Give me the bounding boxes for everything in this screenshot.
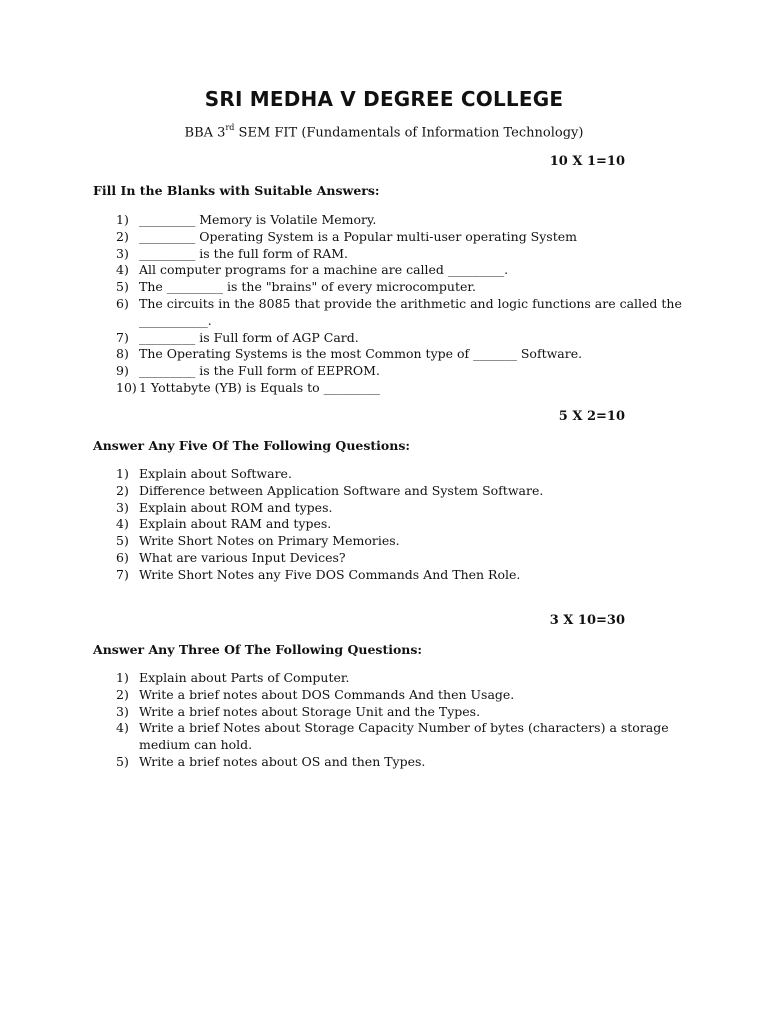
section-3-questions: [93, 670, 683, 771]
question-number: 7): [116, 329, 129, 345]
question-text: _________ is the full form of RAM.: [139, 245, 348, 261]
question-number: 8): [116, 346, 129, 362]
question-item: [93, 754, 683, 771]
question-text: Explain about ROM and types.: [139, 499, 333, 515]
section-1-marks: 10 X 1=10: [549, 154, 625, 169]
question-text: What are various Input Devices?: [139, 549, 346, 565]
question-item: [93, 246, 683, 263]
question-item: [93, 670, 683, 687]
question-item: [93, 516, 683, 533]
question-item: [93, 533, 683, 550]
question-number: 4): [116, 262, 129, 278]
question-number: 4): [116, 516, 129, 532]
section-2-questions: [93, 466, 683, 584]
section-3-heading: Answer Any Three Of The Following Questions:: [93, 642, 423, 657]
question-item: [93, 687, 683, 704]
question-number: 3): [116, 245, 129, 261]
question-text: All computer programs for a machine are called _________.: [139, 262, 509, 278]
question-text: Explain about Software.: [139, 466, 292, 481]
question-item: [93, 550, 683, 567]
question-text: The circuits in the 8085 that provide the arithmetic and logic functions are called the ___________.: [139, 295, 682, 328]
question-item: [93, 330, 683, 347]
question-number: 1): [116, 212, 129, 227]
question-number: 2): [116, 228, 129, 244]
question-number: 3): [116, 703, 129, 719]
question-text: The Operating Systems is the most Common type of _______ Software.: [139, 346, 583, 362]
question-number: 6): [116, 295, 129, 311]
question-text: Write Short Notes on Primary Memories.: [139, 533, 400, 549]
question-item: [93, 212, 683, 229]
question-item: [93, 466, 683, 483]
question-number: 9): [116, 363, 129, 379]
question-item: [93, 296, 683, 330]
question-text: Explain about RAM and types.: [139, 516, 332, 532]
question-item: [93, 262, 683, 279]
question-item: [93, 720, 683, 754]
course-subtitle: [0, 124, 768, 140]
question-item: [93, 704, 683, 721]
question-text: Difference between Application Software and System Software.: [139, 482, 544, 498]
subtitle-superscript: rd: [225, 123, 235, 132]
question-text: Write a brief notes about Storage Unit and the Types.: [139, 703, 481, 719]
question-number: 5): [116, 753, 129, 769]
section-1-heading: Fill In the Blanks with Suitable Answers:: [93, 183, 380, 198]
question-number: 10): [116, 379, 137, 395]
question-text: _________ is the Full form of EEPROM.: [139, 363, 380, 379]
question-number: 3): [116, 499, 129, 515]
question-text: Write a brief notes about OS and then Types.: [139, 753, 426, 769]
section-2-marks: 5 X 2=10: [558, 409, 625, 424]
section-3-marks: 3 X 10=30: [549, 613, 625, 628]
question-number: 2): [116, 482, 129, 498]
question-number: 5): [116, 279, 129, 295]
question-number: 7): [116, 566, 129, 582]
question-item: [93, 363, 683, 380]
question-item: [93, 229, 683, 246]
question-text: Explain about Parts of Computer.: [139, 670, 350, 685]
question-text: 1 Yottabyte (YB) is Equals to _________: [139, 379, 380, 395]
subtitle-suffix: SEM FIT (Fundamentals of Information Technology): [238, 125, 584, 141]
section-1-questions: [93, 212, 683, 397]
college-title: SRI MEDHA V DEGREE COLLEGE: [204, 87, 564, 111]
question-number: 2): [116, 686, 129, 702]
question-number: 4): [116, 720, 129, 736]
question-text: Write a brief notes about DOS Commands And then Usage.: [139, 686, 515, 702]
question-item: [93, 567, 683, 584]
section-2-heading: Answer Any Five Of The Following Questions:: [93, 438, 410, 453]
question-text: _________ Memory is Volatile Memory.: [139, 212, 377, 227]
subtitle-prefix: BBA 3: [184, 125, 226, 141]
question-number: 1): [116, 466, 129, 481]
question-item: [93, 346, 683, 363]
question-item: [93, 500, 683, 517]
question-text: Write Short Notes any Five DOS Commands And Then Role.: [139, 566, 521, 582]
question-item: [93, 380, 683, 397]
question-text: _________ is Full form of AGP Card.: [139, 329, 359, 345]
question-number: 5): [116, 533, 129, 549]
question-item: [93, 483, 683, 500]
question-text: _________ Operating System is a Popular multi-user operating System: [139, 228, 577, 244]
question-text: Write a brief Notes about Storage Capacity Number of bytes (characters) a storage medium can hold.: [139, 720, 669, 753]
question-item: [93, 279, 683, 296]
question-text: The _________ is the "brains" of every microcomputer.: [139, 279, 476, 295]
question-number: 1): [116, 670, 129, 685]
question-number: 6): [116, 549, 129, 565]
